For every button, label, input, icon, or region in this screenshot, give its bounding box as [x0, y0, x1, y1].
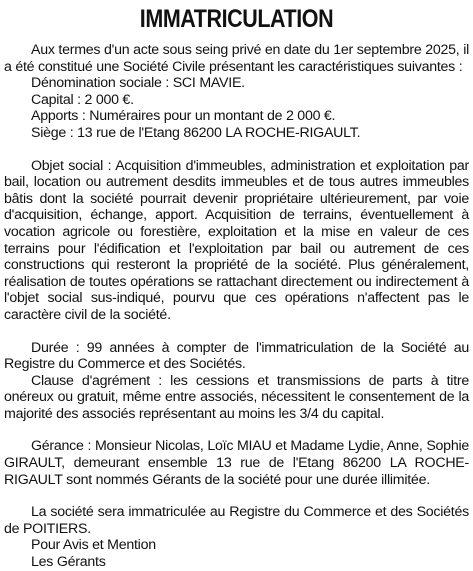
spacer	[4, 422, 469, 438]
notice-title: IMMATRICULATION	[139, 5, 334, 33]
intro-paragraph: Aux termes d'un acte sous seing privé en date du 1er septembre 2025, il a été constitué une Société Civile présentant les caractéristiques suivantes :	[4, 42, 469, 75]
denomination-line: Dénomination sociale : SCI MAVIE.	[31, 75, 245, 92]
immatriculation-paragraph: La société sera immatriculée au Registre du Commerce et des Sociétés de POITIERS.	[4, 504, 469, 537]
agrement-paragraph: Clause d'agrément : les cessions et transmissions de parts à titre onéreux ou gratuit, même entre associés, nécessitent le consentement de la majorité des associés représentant au moins les 3/4 du capital.	[4, 372, 469, 422]
gerance-paragraph: Gérance : Monsieur Nicolas, Loïc MIAU et Madame Lydie, Anne, Sophie GIRAULT, demeurant ensemble 13 rue de l'Etang 86200 LA ROCHE-RIGAULT sont nommés Gérants de la société pour une durée illimitée.	[4, 438, 469, 488]
capital-line: Capital : 2 000 €.	[31, 91, 134, 108]
apports-line: Apports : Numéraires pour un montant de 2 000 €.	[31, 108, 336, 125]
spacer	[4, 488, 469, 504]
spacer	[4, 324, 469, 340]
objet-social-paragraph: Objet social : Acquisition d'immeubles, administration et exploitation par bail, location ou autrement desdits immeubles et de tous autres immeubles bâtis dont la société pourrait devenir propriétaire ultérieurement, par voie d'acquisition, échange, apport. Acquisition de terrains, éventuellement à vocation agricole ou forestière, exploitation et la mise en valeur de ces terrains pour l'édification et l'exploitation par bail ou autrement de ces constructions qui resteront la propriété de la société. Plus généralement, réalisation de toutes opérations se rattachant directement ou indirectement à l'objet social sus-indiqué, pourvu que ces opérations n'affectent pas le caractère civil de la société.	[4, 157, 469, 323]
duree-paragraph: Durée : 99 années à compter de l'immatriculation de la Société au Registre du Commerce et des Sociétés.	[4, 339, 469, 373]
closing-avis-line: Pour Avis et Mention	[31, 537, 156, 554]
siege-line: Siège : 13 rue de l'Etang 86200 LA ROCHE-RIGAULT.	[31, 124, 361, 141]
closing-gerants-line: Les Gérants	[31, 554, 106, 571]
spacer	[4, 142, 469, 158]
